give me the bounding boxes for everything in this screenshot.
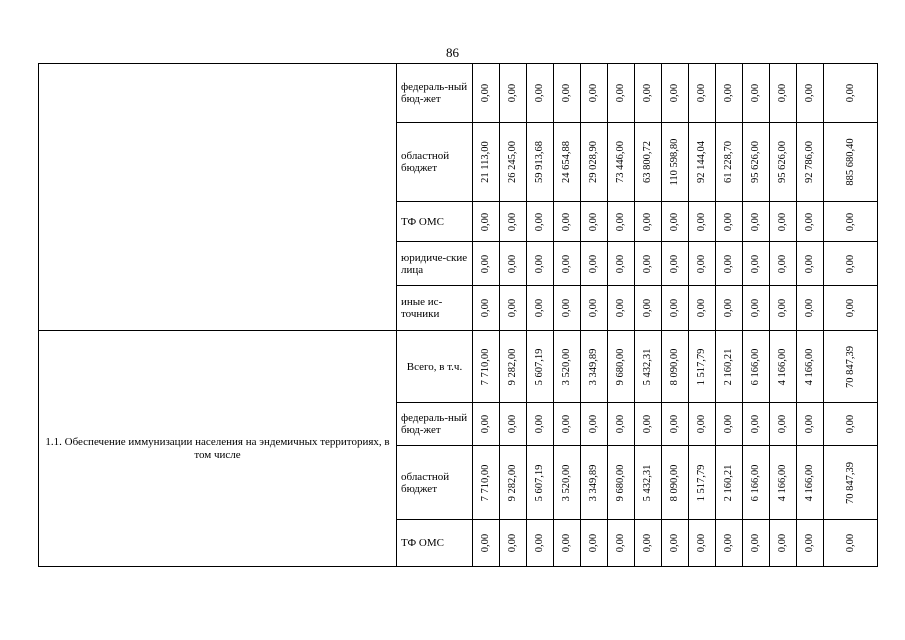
funding-source-cell: иные ис-точники [397, 286, 473, 331]
value-cell [554, 331, 581, 403]
value-text: 92 786,00 [804, 141, 815, 183]
value-cell [689, 242, 716, 286]
value-text: 0,00 [534, 212, 545, 231]
value-cell [500, 64, 527, 123]
value-cell [500, 123, 527, 202]
value-cell [581, 202, 608, 242]
value-text: 0,00 [844, 83, 856, 103]
value-text: 0,00 [669, 533, 680, 553]
value-text: 0,00 [723, 212, 734, 231]
value-text: 0,00 [561, 254, 572, 273]
value-text: 0,00 [669, 254, 680, 273]
value-text: 110 598,80 [669, 138, 680, 186]
value-cell [500, 242, 527, 286]
value-text: 0,00 [588, 298, 599, 318]
value-cell [797, 123, 824, 202]
value-text: 5 432,31 [642, 348, 653, 385]
total-value-cell [824, 331, 878, 403]
value-cell [716, 286, 743, 331]
value-cell [797, 520, 824, 567]
value-cell [689, 446, 716, 520]
value-cell [473, 331, 500, 403]
value-text: 0,00 [507, 212, 518, 231]
value-cell [662, 331, 689, 403]
value-text: 0,00 [588, 414, 599, 434]
value-text: 4 166,00 [777, 464, 788, 501]
value-cell [743, 202, 770, 242]
value-text: 29 028,90 [588, 141, 599, 183]
value-cell [581, 123, 608, 202]
value-text: 0,00 [723, 533, 734, 553]
value-text: 3 520,00 [561, 348, 572, 385]
value-text: 70 847,39 [844, 461, 856, 504]
value-cell [743, 242, 770, 286]
value-cell [662, 123, 689, 202]
section-name-cell: 1.1. Обеспечение иммунизации населения на эндемичных территориях, в том числе [39, 331, 397, 567]
value-text: 0,00 [588, 83, 599, 103]
value-text: 3 349,89 [588, 464, 599, 501]
value-cell [527, 64, 554, 123]
value-text: 0,00 [750, 533, 761, 553]
funding-source-cell: федераль-ный бюд-жет [397, 403, 473, 446]
value-text: 3 349,89 [588, 348, 599, 385]
funding-source-cell: ТФ ОМС [397, 520, 473, 567]
funding-source-cell: областной бюджет [397, 446, 473, 520]
value-cell [473, 123, 500, 202]
value-text: 0,00 [804, 254, 815, 273]
value-text: 0,00 [750, 212, 761, 231]
value-text: 0,00 [507, 298, 518, 318]
value-cell [608, 286, 635, 331]
value-text: 0,00 [844, 533, 856, 553]
value-text: 0,00 [777, 83, 788, 103]
value-text: 0,00 [534, 298, 545, 318]
value-cell [635, 202, 662, 242]
value-cell [689, 520, 716, 567]
value-cell [473, 520, 500, 567]
funding-source-cell: ТФ ОМС [397, 202, 473, 242]
value-text: 0,00 [642, 254, 653, 273]
value-text: 4 166,00 [777, 348, 788, 385]
value-text: 0,00 [723, 254, 734, 273]
value-cell [716, 446, 743, 520]
value-cell [797, 446, 824, 520]
value-cell [635, 520, 662, 567]
value-text: 5 607,19 [534, 348, 545, 385]
value-text: 95 626,00 [750, 141, 761, 183]
value-text: 0,00 [750, 298, 761, 318]
value-text: 24 654,88 [561, 141, 572, 183]
value-cell [743, 446, 770, 520]
value-text: 0,00 [777, 298, 788, 318]
value-text: 0,00 [804, 533, 815, 553]
value-cell [527, 123, 554, 202]
total-value-cell [824, 446, 878, 520]
table-body [39, 64, 878, 567]
value-text: 0,00 [777, 212, 788, 231]
value-cell [527, 286, 554, 331]
value-text: 7 710,00 [480, 464, 491, 501]
value-text: 0,00 [534, 533, 545, 553]
table-row [39, 64, 878, 123]
value-text: 0,00 [844, 212, 856, 231]
value-cell [716, 202, 743, 242]
value-cell [797, 403, 824, 446]
value-cell [635, 403, 662, 446]
value-text: 0,00 [615, 212, 626, 231]
value-cell [662, 286, 689, 331]
value-text: 3 520,00 [561, 464, 572, 501]
value-cell [770, 242, 797, 286]
value-cell [716, 520, 743, 567]
value-text: 1 517,79 [696, 464, 707, 501]
value-cell [689, 123, 716, 202]
value-cell [662, 202, 689, 242]
value-text: 0,00 [480, 414, 491, 434]
value-cell [770, 64, 797, 123]
value-text: 0,00 [507, 83, 518, 103]
value-cell [716, 403, 743, 446]
value-text: 0,00 [804, 414, 815, 434]
value-text: 0,00 [615, 533, 626, 553]
value-text: 0,00 [480, 83, 491, 103]
value-text: 0,00 [804, 83, 815, 103]
value-cell [527, 202, 554, 242]
value-text: 92 144,04 [696, 141, 707, 183]
value-cell [689, 286, 716, 331]
value-text: 0,00 [750, 414, 761, 434]
section-name-cell [39, 64, 397, 331]
value-cell [527, 331, 554, 403]
value-cell [743, 403, 770, 446]
funding-source-cell: Всего, в т.ч. [397, 331, 473, 403]
total-value-cell [824, 403, 878, 446]
value-cell [581, 403, 608, 446]
value-text: 0,00 [615, 83, 626, 103]
value-text: 0,00 [777, 254, 788, 273]
value-cell [716, 242, 743, 286]
value-text: 6 166,00 [750, 464, 761, 501]
value-text: 21 113,00 [480, 141, 491, 183]
value-cell [554, 403, 581, 446]
value-cell [527, 446, 554, 520]
value-cell [662, 446, 689, 520]
value-cell [635, 123, 662, 202]
value-cell [500, 446, 527, 520]
value-text: 5 607,19 [534, 464, 545, 501]
value-cell [581, 64, 608, 123]
total-value-cell [824, 64, 878, 123]
value-cell [473, 202, 500, 242]
total-value-cell [824, 286, 878, 331]
value-text: 0,00 [561, 414, 572, 434]
value-cell [770, 403, 797, 446]
value-cell [554, 123, 581, 202]
value-text: 0,00 [642, 83, 653, 103]
value-text: 0,00 [696, 414, 707, 434]
value-cell [797, 286, 824, 331]
value-text: 9 680,00 [615, 464, 626, 501]
value-text: 2 160,21 [723, 348, 734, 385]
value-cell [473, 403, 500, 446]
value-cell [473, 242, 500, 286]
value-text: 0,00 [642, 212, 653, 231]
value-text: 0,00 [561, 533, 572, 553]
value-cell [743, 286, 770, 331]
value-text: 0,00 [615, 414, 626, 434]
value-text: 8 090,00 [669, 464, 680, 501]
value-text: 0,00 [750, 254, 761, 273]
value-text: 0,00 [804, 298, 815, 318]
value-text: 7 710,00 [480, 348, 491, 385]
value-cell [662, 403, 689, 446]
value-cell [770, 286, 797, 331]
value-text: 0,00 [480, 254, 491, 273]
value-cell [554, 64, 581, 123]
value-cell [716, 64, 743, 123]
value-cell [689, 202, 716, 242]
value-text: 0,00 [588, 254, 599, 273]
total-value-cell [824, 202, 878, 242]
value-text: 0,00 [588, 212, 599, 231]
value-cell [500, 520, 527, 567]
funding-source-cell: областной бюджет [397, 123, 473, 202]
value-text: 0,00 [696, 298, 707, 318]
value-cell [770, 446, 797, 520]
value-cell [689, 403, 716, 446]
value-text: 0,00 [669, 83, 680, 103]
value-text: 0,00 [696, 212, 707, 231]
value-cell [635, 64, 662, 123]
value-cell [797, 202, 824, 242]
table-row [39, 331, 878, 403]
value-text: 1 517,79 [696, 348, 707, 385]
value-text: 0,00 [588, 533, 599, 553]
value-text: 4 166,00 [804, 464, 815, 501]
value-cell [797, 242, 824, 286]
value-text: 5 432,31 [642, 464, 653, 501]
value-cell [716, 123, 743, 202]
value-cell [527, 242, 554, 286]
value-cell [608, 403, 635, 446]
value-cell [500, 286, 527, 331]
value-cell [473, 286, 500, 331]
value-cell [581, 331, 608, 403]
value-text: 885 680,40 [844, 138, 856, 186]
value-cell [554, 242, 581, 286]
value-cell [581, 446, 608, 520]
value-text: 95 626,00 [777, 141, 788, 183]
value-text: 70 847,39 [844, 345, 856, 388]
value-cell [608, 446, 635, 520]
value-cell [608, 520, 635, 567]
value-cell [743, 520, 770, 567]
value-cell [743, 331, 770, 403]
value-text: 0,00 [534, 414, 545, 434]
value-text: 59 913,68 [534, 141, 545, 183]
value-cell [770, 520, 797, 567]
funding-source-cell: федераль-ный бюд-жет [397, 64, 473, 123]
value-cell [662, 242, 689, 286]
value-cell [608, 331, 635, 403]
value-cell [662, 64, 689, 123]
value-text: 0,00 [844, 414, 856, 434]
value-cell [662, 520, 689, 567]
value-text: 9 680,00 [615, 348, 626, 385]
value-cell [743, 123, 770, 202]
value-cell [608, 64, 635, 123]
value-text: 0,00 [534, 83, 545, 103]
value-cell [743, 64, 770, 123]
value-cell [635, 446, 662, 520]
total-value-cell [824, 520, 878, 567]
value-text: 0,00 [561, 83, 572, 103]
value-text: 0,00 [669, 414, 680, 434]
value-text: 0,00 [844, 298, 856, 318]
value-text: 61 228,70 [723, 141, 734, 183]
value-text: 6 166,00 [750, 348, 761, 385]
value-text: 0,00 [723, 414, 734, 434]
value-text: 0,00 [696, 83, 707, 103]
value-cell [473, 446, 500, 520]
value-text: 0,00 [480, 212, 491, 231]
value-cell [554, 202, 581, 242]
value-text: 0,00 [642, 533, 653, 553]
value-text: 0,00 [561, 212, 572, 231]
value-cell [608, 202, 635, 242]
value-text: 8 090,00 [669, 348, 680, 385]
value-text: 0,00 [507, 414, 518, 434]
value-cell [554, 520, 581, 567]
value-text: 0,00 [777, 533, 788, 553]
value-cell [527, 403, 554, 446]
value-cell [554, 446, 581, 520]
value-cell [581, 286, 608, 331]
value-cell [797, 331, 824, 403]
value-text: 0,00 [750, 83, 761, 103]
value-cell [635, 331, 662, 403]
value-cell [635, 242, 662, 286]
total-value-cell [824, 123, 878, 202]
value-text: 0,00 [844, 254, 856, 273]
value-text: 0,00 [669, 212, 680, 231]
total-value-cell [824, 242, 878, 286]
value-cell [635, 286, 662, 331]
value-cell [500, 202, 527, 242]
value-text: 0,00 [480, 298, 491, 318]
value-cell [770, 123, 797, 202]
value-cell [554, 286, 581, 331]
value-cell [608, 123, 635, 202]
value-text: 0,00 [777, 414, 788, 434]
page-number: 86 [446, 45, 459, 60]
value-cell [689, 331, 716, 403]
value-text: 26 245,00 [507, 141, 518, 183]
value-text: 0,00 [561, 298, 572, 318]
value-text: 0,00 [642, 414, 653, 434]
value-text: 0,00 [507, 533, 518, 553]
value-text: 0,00 [642, 298, 653, 318]
value-cell [581, 242, 608, 286]
value-text: 0,00 [696, 533, 707, 553]
value-cell [527, 520, 554, 567]
value-cell [770, 331, 797, 403]
value-text: 2 160,21 [723, 464, 734, 501]
value-cell [500, 331, 527, 403]
value-text: 0,00 [615, 298, 626, 318]
value-cell [797, 64, 824, 123]
value-cell [581, 520, 608, 567]
value-cell [473, 64, 500, 123]
value-text: 0,00 [804, 212, 815, 231]
value-cell [500, 403, 527, 446]
value-text: 4 166,00 [804, 348, 815, 385]
funding-source-cell: юридиче-ские лица [397, 242, 473, 286]
value-cell [716, 331, 743, 403]
value-text: 0,00 [534, 254, 545, 273]
value-text: 0,00 [507, 254, 518, 273]
value-text: 63 800,72 [642, 141, 653, 183]
value-text: 9 282,00 [507, 348, 518, 385]
budget-table [38, 63, 878, 567]
value-text: 9 282,00 [507, 464, 518, 501]
value-text: 0,00 [696, 254, 707, 273]
value-cell [689, 64, 716, 123]
value-text: 0,00 [723, 298, 734, 318]
value-cell [770, 202, 797, 242]
value-cell [608, 242, 635, 286]
value-text: 0,00 [615, 254, 626, 273]
value-text: 0,00 [723, 83, 734, 103]
value-text: 0,00 [480, 533, 491, 553]
value-text: 73 446,00 [615, 141, 626, 183]
value-text: 0,00 [669, 298, 680, 318]
